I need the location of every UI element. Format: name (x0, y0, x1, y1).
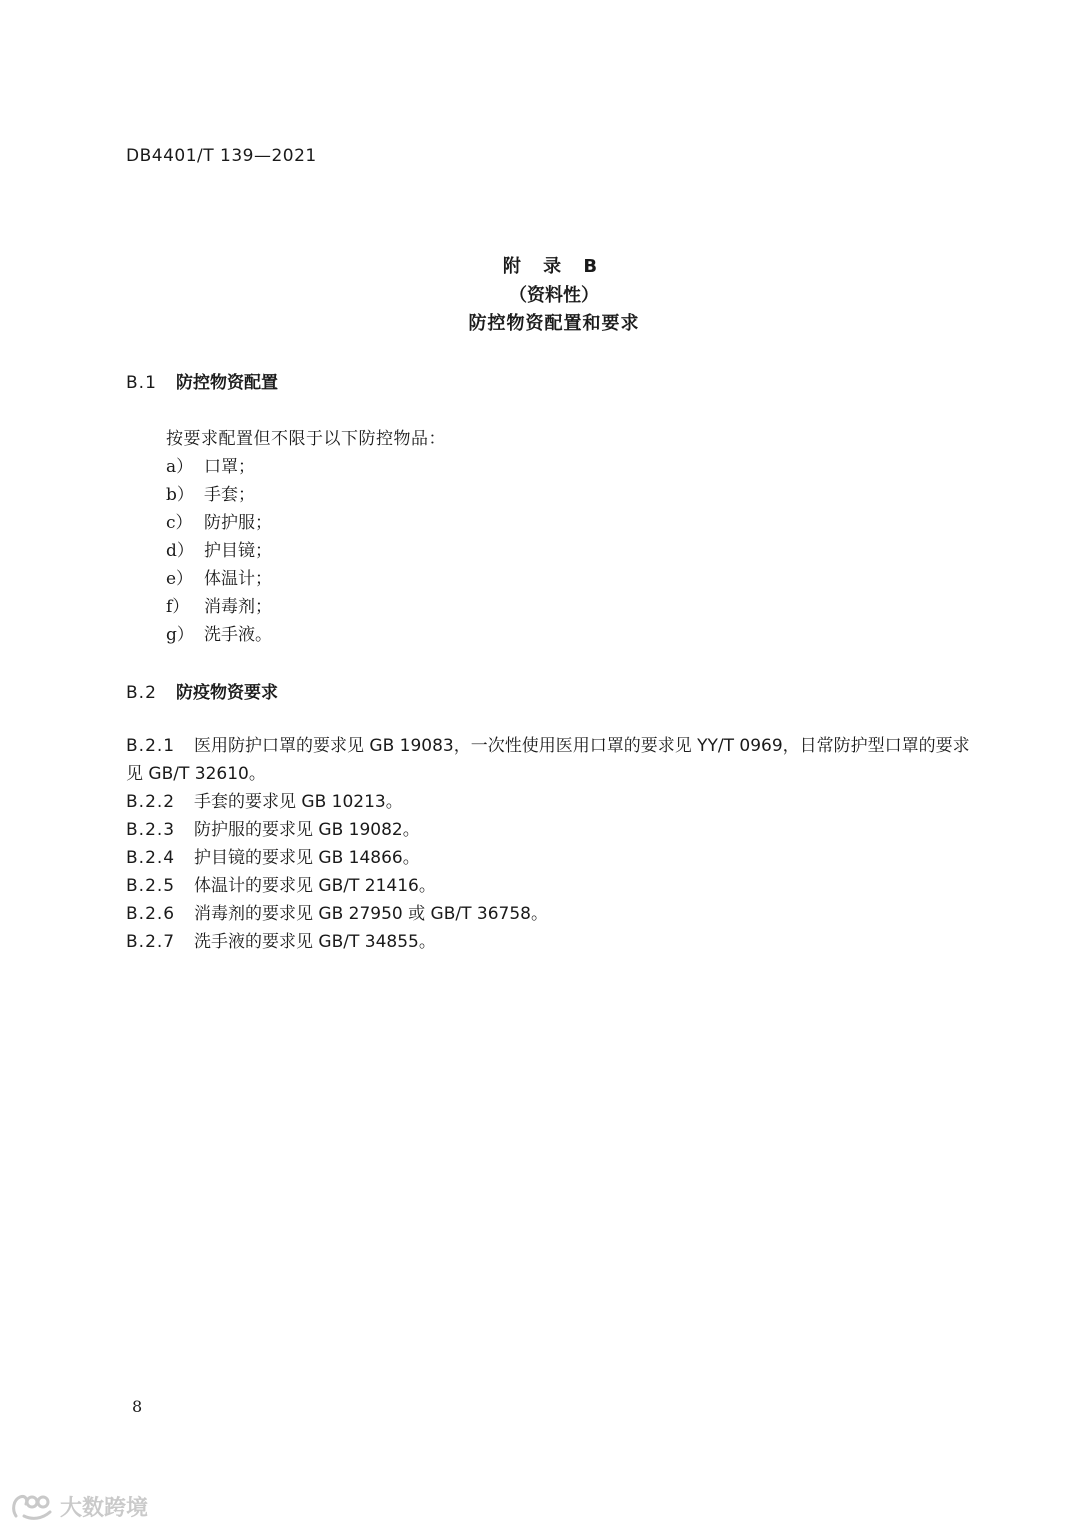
requirement-number: B.2.1 (126, 736, 176, 756)
watermark-text: 大数跨境 (60, 1496, 149, 1521)
section-b1-heading (126, 368, 278, 393)
list-item-text: 口罩； (204, 457, 255, 477)
requirement-number: B.2.5 (126, 876, 176, 896)
appendix-subject: 防控物资配置和要求 (468, 313, 640, 334)
brand-logo-icon (10, 1492, 54, 1522)
section-b1-intro: 按要求配置但不限于以下防控物品： (166, 429, 446, 449)
page-number: 8 (132, 1397, 143, 1416)
requirement-text: 体温计的要求见 GB/T 21416。 (194, 876, 436, 896)
requirement-item (126, 928, 986, 956)
list-item (166, 508, 272, 533)
list-item-text: 防护服； (204, 513, 272, 533)
requirement-item (126, 788, 986, 816)
list-item-text: 洗手液。 (204, 625, 272, 645)
requirement-number: B.2.4 (126, 848, 176, 868)
list-item (166, 564, 272, 589)
list-item (166, 620, 272, 645)
list-item-text: 体温计； (204, 569, 272, 589)
requirement-text: 防护服的要求见 GB 19082。 (194, 820, 420, 840)
section-title: 防疫物资要求 (176, 683, 278, 703)
requirement-number: B.2.3 (126, 820, 176, 840)
appendix-title: 附 录 B (502, 256, 606, 277)
section-number: B.2 (126, 683, 157, 703)
list-item-text: 护目镜； (204, 541, 272, 561)
list-item-text: 手套； (204, 485, 255, 505)
list-item-text: 消毒剂； (204, 597, 272, 617)
document-code: DB4401/T 139—2021 (126, 146, 317, 166)
requirement-item (126, 732, 986, 788)
list-item-label: f） (166, 597, 190, 617)
watermark (10, 1491, 148, 1522)
list-item (166, 592, 272, 617)
requirement-text: 消毒剂的要求见 GB 27950 或 GB/T 36758。 (194, 904, 548, 924)
requirement-number: B.2.2 (126, 792, 176, 812)
list-item (166, 480, 255, 505)
requirement-text: 手套的要求见 GB 10213。 (194, 792, 403, 812)
section-b2-heading (126, 678, 278, 703)
requirement-number: B.2.7 (126, 932, 176, 952)
list-item-label: e） (166, 569, 194, 589)
requirement-text: 洗手液的要求见 GB/T 34855。 (194, 932, 436, 952)
requirement-number: B.2.6 (126, 904, 176, 924)
requirement-item (126, 900, 986, 928)
requirement-text: 护目镜的要求见 GB 14866。 (194, 848, 420, 868)
list-item (166, 536, 272, 561)
requirement-item (126, 816, 986, 844)
list-item-label: a） (166, 457, 194, 477)
requirement-item (126, 872, 986, 900)
section-number: B.1 (126, 373, 157, 393)
requirement-text: 医用防护口罩的要求见 GB 19083，一次性使用医用口罩的要求见 YY/T 0969，日常防护型口罩的要求见 GB/T 32610。 (126, 736, 970, 784)
requirement-item (126, 844, 986, 872)
list-item-label: b） (166, 485, 194, 505)
appendix-type: （资料性） (509, 285, 599, 306)
section-title: 防控物资配置 (176, 373, 278, 393)
list-item-label: d） (166, 541, 194, 561)
list-item-label: g） (166, 625, 194, 645)
list-item-label: c） (166, 513, 193, 533)
list-item (166, 452, 255, 477)
